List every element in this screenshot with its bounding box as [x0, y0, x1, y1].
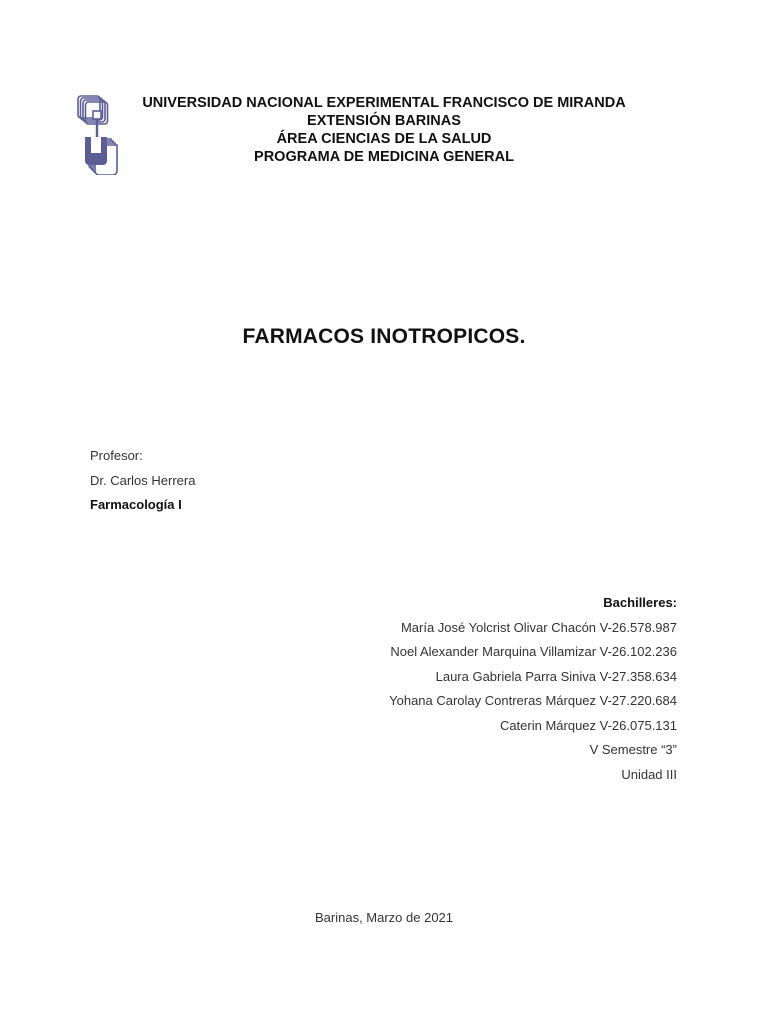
header-university: UNIVERSIDAD NACIONAL EXPERIMENTAL FRANCISCO DE MIRANDA [142, 95, 626, 111]
student-entry: María José Yolcrist Olivar Chacón V-26.578.987 [400, 619, 677, 635]
unit: Unidad III [621, 766, 677, 782]
subject-name: Farmacología I [90, 497, 182, 512]
students-block [389, 591, 677, 787]
professor-label: Profesor: [90, 448, 143, 463]
student-entry: Noel Alexander Marquina Villamizar V-26.102.236 [390, 644, 677, 659]
student-entry: Caterin Márquez V-26.075.131 [499, 717, 677, 733]
professor-name: Dr. Carlos Herrera [90, 472, 196, 488]
institution-header [0, 94, 768, 166]
header-program: PROGRAMA DE MEDICINA GENERAL [254, 149, 514, 165]
header-extension: EXTENSIÓN BARINAS [307, 113, 461, 129]
document-title: FARMACOS INOTROPICOS. [242, 325, 526, 348]
header-area: ÁREA CIENCIAS DE LA SALUD [276, 131, 492, 147]
students-label: Bachilleres: [603, 595, 677, 610]
place-date: Barinas, Marzo de 2021 [314, 910, 454, 925]
student-entry: Yohana Carolay Contreras Márquez V-27.220.684 [389, 693, 677, 708]
semester: V Semestre “3” [589, 742, 677, 757]
student-entry: Laura Gabriela Parra Siniva V-27.358.634 [435, 668, 677, 684]
professor-block [90, 444, 195, 518]
